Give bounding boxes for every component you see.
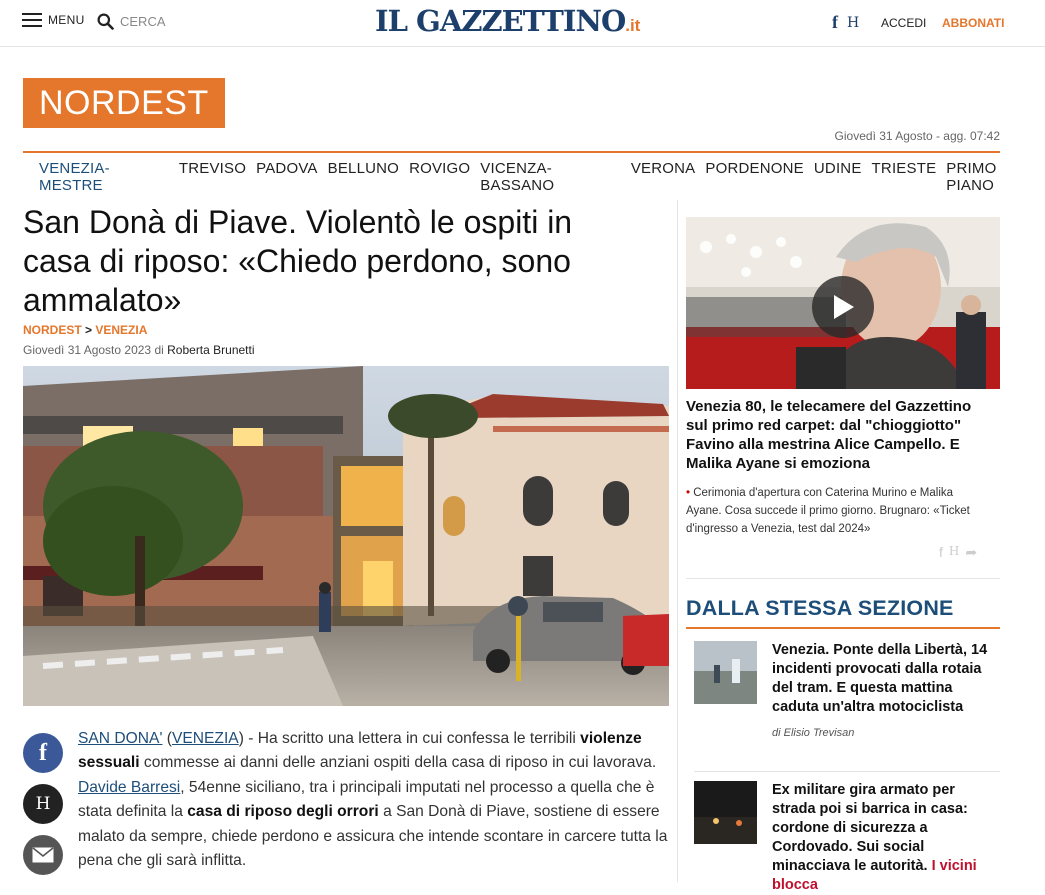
social-links [832,12,859,33]
nav-item-treviso[interactable]: TREVISO [178,160,247,177]
nav-item-belluno[interactable]: BELLUNO [327,160,400,177]
related-section-rule [686,627,1000,629]
byline-di: di [151,343,168,357]
video-thumbnail[interactable] [686,217,1000,389]
byline [23,343,255,357]
subscribe-link[interactable]: ABBONATI [942,16,1005,30]
article-date: Giovedì 31 Agosto 2023 [23,343,152,357]
video-subheadline[interactable] [686,484,986,538]
body-text: ) - Ha scritto una lettera in cui confessa le terribili [238,730,581,747]
related-title[interactable]: Ex militare gira armato per strada poi si barrica in casa: cordone di sicurezza a Cordovado. Sui social minacciava le autorità. [772,782,968,874]
site-logo[interactable] [375,4,640,38]
nav-item-pordenone[interactable]: PORDENONE [705,160,804,177]
play-icon [831,294,855,320]
link-venezia[interactable]: VENEZIA [171,730,239,747]
article-body [78,727,668,873]
video-headline[interactable]: Venezia 80, le telecamere del Gazzettino sul primo red carpet: dal "chioggiotto" Favino alla mestrina Alice Campello. E Malika Ayane si emoziona [686,398,972,472]
building-photo-image [23,366,669,706]
article-author[interactable]: Roberta Brunetti [167,343,255,357]
breadcrumb [23,323,147,337]
related-item[interactable] [694,781,1004,895]
nav-item-padova[interactable]: PADOVA [256,160,318,177]
nav-item-rovigo[interactable]: ROVIGO [409,160,471,177]
nav-item-primo-piano[interactable]: PRIMO PIANO [946,160,997,194]
site-header [0,0,1045,47]
body-text: a San Donà di Piave, sostiene di essere malato da sempre, chiede perdono e assicura che intende scontare in carcere tutta la pena che gli sarà inflitta. [78,803,668,870]
hamburger-icon [22,13,42,27]
breadcrumb-separator: > [81,323,96,337]
menu-button[interactable] [22,13,85,27]
nav-item-venezia-mestre[interactable]: VENEZIA-MESTRE [39,160,110,194]
menu-label: MENU [48,13,85,27]
sidebar-share [939,544,977,561]
search-button[interactable] [97,13,166,30]
facebook-icon[interactable]: f [832,12,838,32]
nav-item-verona[interactable]: VERONA [630,160,696,177]
h-social-icon[interactable]: H [847,14,860,31]
logo-suffix: .it [625,16,641,35]
share-bar [23,733,63,875]
related-item[interactable] [694,641,1004,743]
related-section-title: DALLA STESSA SEZIONE [686,596,954,620]
related-title[interactable]: Venezia. Ponte della Libertà, 14 incidenti provocati dalla rotaia del tram. E questa mattina caduta un'altra motociclista [772,642,988,715]
nav-divider [23,151,1000,153]
nav-item-trieste[interactable]: TRIESTE [871,160,937,177]
facebook-icon: f [39,739,47,766]
share-facebook-button[interactable] [23,733,63,773]
bullet: • [686,487,691,499]
nav-item-udine[interactable]: UDINE [813,160,862,177]
mail-icon [32,847,54,863]
nav-item-vicenza-bassano[interactable]: VICENZA-BASSANO [480,160,555,194]
share-email-button[interactable] [23,835,63,875]
update-date: Giovedì 31 Agosto - agg. 07:42 [834,129,1000,143]
related-author: di Elisio Trevisan [772,727,855,739]
facebook-icon[interactable]: f [939,544,943,560]
body-text: commesse ai danni delle anziani ospiti della casa di riposo in cui lavorava. [139,754,657,772]
section-nav [39,160,1045,194]
body-text: , 54enne siciliano, tra i principali imputati nel processo a quella che è stata definita la [78,778,655,821]
play-button[interactable] [812,276,874,338]
breadcrumb-nordest[interactable]: NORDEST [23,323,82,337]
link-davide-barresi[interactable]: Davide Barresi [78,778,181,796]
login-link[interactable]: ACCEDI [881,16,927,30]
article-title: San Donà di Piave. Violentò le ospiti in casa di riposo: «Chiedo perdono, sono ammalato» [23,204,573,318]
video-sub-text: Cerimonia d'apertura con Caterina Murino e Malika Ayane. Cosa succede il primo giorno. Brugnaro: «Ticket d'ingresso a Venezia, test dal 2024» [686,487,970,535]
section-label[interactable]: NORDEST [23,78,225,128]
search-icon [97,13,114,30]
h-social-icon[interactable]: H [948,544,960,558]
link-san-dona[interactable]: SAN DONA' [78,730,163,747]
related-thumbnail[interactable] [694,641,757,704]
sidebar-divider [686,578,1000,579]
column-divider [677,200,678,882]
breadcrumb-venezia[interactable]: VENEZIA [95,323,148,337]
share-arrow-icon[interactable]: ➦ [965,544,978,560]
search-label: CERCA [120,14,166,29]
related-hot-link[interactable]: I vicini blocca [772,858,977,893]
h-social-icon: H [35,794,51,814]
share-h-button[interactable] [23,784,63,824]
body-bold: casa di riposo degli orrori [187,803,379,821]
body-text: ( [162,730,172,747]
body-bold: violenze sessuali [78,730,642,772]
related-thumbnail[interactable] [694,781,757,844]
related-divider [694,771,1000,772]
article-photo[interactable] [23,366,669,706]
logo-text: IL GAZZETTINO [375,4,626,38]
